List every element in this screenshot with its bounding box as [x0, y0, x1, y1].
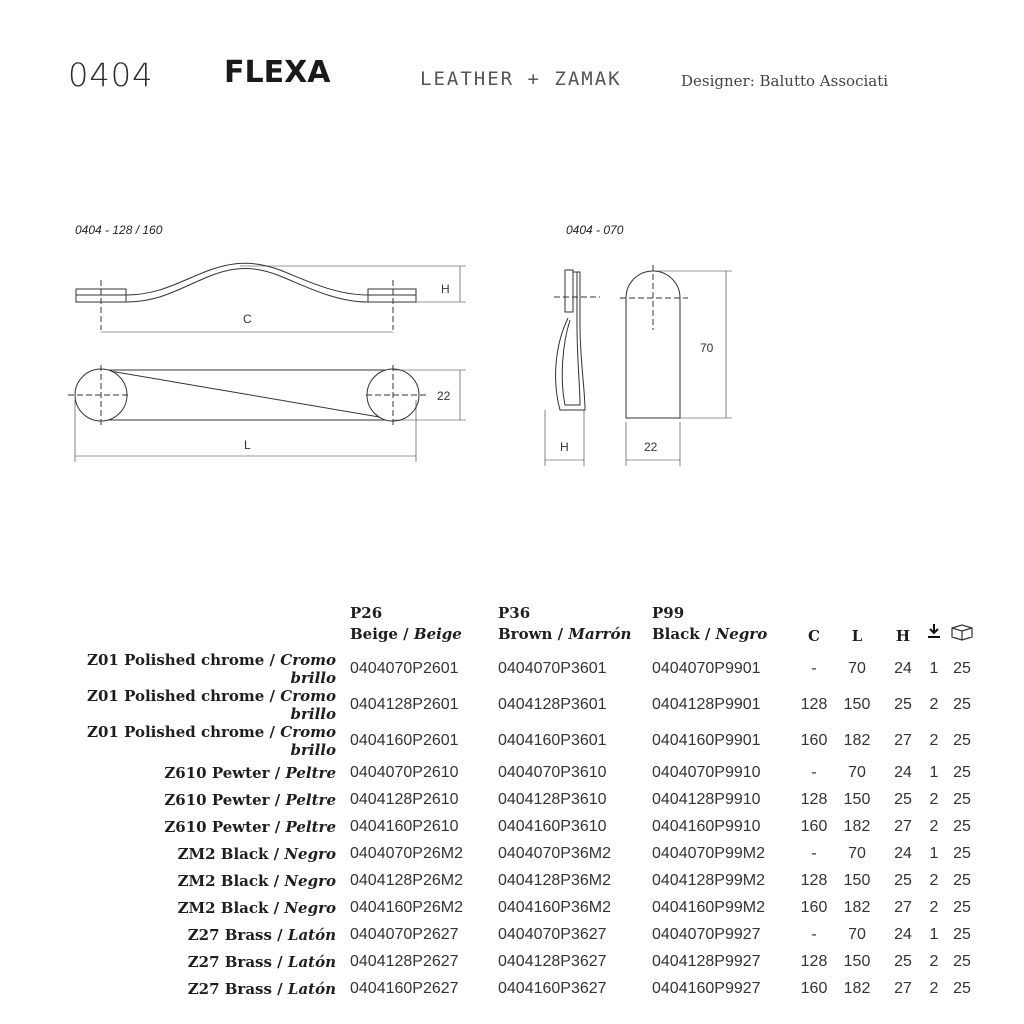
color-name-en: Brown	[498, 625, 553, 643]
finish-es: Peltre	[285, 790, 336, 809]
finish-es: Peltre	[285, 817, 336, 836]
top-view-drawing	[68, 365, 466, 462]
product-reference-table	[40, 595, 976, 1002]
dim-22-label: 22	[437, 389, 451, 403]
drawing-label-128-160: 0404 - 128 / 160	[75, 223, 163, 237]
ref-p36: 0404128P3601	[498, 696, 607, 713]
dim-h: 24	[894, 763, 912, 781]
table-header-row	[40, 595, 976, 651]
finish-cell	[40, 975, 350, 1002]
finish-en: ZM2 Black	[177, 898, 269, 917]
dim-l: 150	[843, 952, 871, 970]
separator: /	[271, 979, 288, 998]
unit-pack: 2	[929, 871, 939, 889]
finish-es: Negro	[284, 844, 336, 863]
finish-es: Negro	[284, 871, 336, 890]
dim-h: 24	[894, 660, 912, 677]
table-row	[40, 723, 976, 759]
finish-en: ZM2 Black	[177, 871, 269, 890]
finish-en: Z01 Polished chrome	[87, 687, 265, 705]
dim-h: 25	[894, 952, 912, 970]
table-row	[40, 840, 976, 867]
ref-p26: 0404070P2610	[350, 763, 459, 781]
ref-p36: 0404128P3627	[498, 952, 607, 970]
dim-c: -	[811, 660, 817, 677]
finish-cell	[40, 948, 350, 975]
finish-en: Z610 Pewter	[164, 817, 270, 836]
unit-pack: 2	[929, 817, 939, 835]
dim-h: 27	[894, 817, 912, 835]
table-row	[40, 894, 976, 921]
ref-p36: 0404160P3610	[498, 817, 607, 835]
finish-en: Z27 Brass	[187, 952, 272, 971]
separator: /	[269, 817, 286, 836]
dim-c: 160	[800, 898, 828, 916]
unit-pack: 2	[929, 696, 939, 713]
dim-c: -	[811, 925, 817, 943]
separator: /	[552, 625, 569, 643]
dim-c: -	[811, 844, 817, 862]
ref-p26: 0404160P2610	[350, 817, 459, 835]
dim-h: 25	[894, 871, 912, 889]
dim-header-c: C	[808, 627, 820, 645]
finish-es: Cromo brillo	[280, 651, 336, 687]
box-qty: 25	[953, 732, 971, 749]
separator: /	[264, 723, 281, 741]
ref-p26: 0404128P26M2	[350, 871, 463, 889]
table-row	[40, 786, 976, 813]
dim-header-h: H	[895, 627, 911, 645]
dim-h: 25	[894, 696, 912, 713]
dim-l: 70	[848, 763, 866, 781]
separator: /	[268, 844, 285, 863]
box-qty: 25	[953, 660, 971, 677]
dim-22-short-label: 22	[644, 440, 658, 454]
box-qty: 25	[953, 979, 971, 997]
color-code: P26	[350, 604, 383, 622]
unit-pack: 2	[929, 790, 939, 808]
ref-p99: 0404160P9901	[652, 732, 761, 749]
color-name-en: Beige	[350, 625, 398, 643]
finish-en: Z610 Pewter	[164, 763, 270, 782]
ref-p99: 0404070P9901	[652, 660, 761, 677]
finish-en: Z01 Polished chrome	[87, 651, 265, 669]
table-row	[40, 921, 976, 948]
dim-l: 182	[843, 817, 871, 835]
finish-cell	[40, 759, 350, 786]
ref-p26: 0404160P2601	[350, 732, 459, 749]
dim-l: 70	[848, 844, 866, 862]
dim-l: 182	[843, 732, 871, 749]
ref-p36: 0404070P3610	[498, 763, 607, 781]
color-header-p36	[498, 595, 652, 651]
finish-cell	[40, 723, 350, 759]
dim-c: 160	[800, 817, 828, 835]
dim-l: 150	[843, 790, 871, 808]
dim-l: 182	[843, 979, 871, 997]
unit-pack: 2	[929, 979, 939, 997]
unit-pack: 1	[929, 660, 939, 677]
finish-en: Z27 Brass	[187, 979, 272, 998]
box-qty: 25	[953, 696, 971, 713]
separator: /	[271, 925, 288, 944]
product-code: 0404	[68, 56, 154, 94]
dim-h: 24	[894, 925, 912, 943]
finish-es: Latón	[287, 979, 336, 998]
dim-h: 27	[894, 898, 912, 916]
unit-pack: 2	[929, 732, 939, 749]
unit-pack-icon	[926, 623, 942, 641]
product-name: FLEXA	[224, 55, 331, 90]
ref-p99: 0404070P99M2	[652, 844, 765, 862]
ref-p99: 0404070P9910	[652, 763, 761, 781]
short-side-view-drawing	[545, 270, 600, 466]
designer-credit: Designer: Balutto Associati	[681, 72, 889, 90]
ref-p26: 0404128P2610	[350, 790, 459, 808]
ref-p26: 0404160P2627	[350, 979, 459, 997]
separator: /	[269, 763, 286, 782]
ref-p36: 0404160P3601	[498, 732, 607, 749]
color-header-p99	[652, 595, 800, 651]
finish-cell	[40, 651, 350, 687]
dim-c: 160	[800, 979, 828, 997]
unit-pack: 2	[929, 898, 939, 916]
separator: /	[269, 790, 286, 809]
color-name-es: Negro	[715, 625, 768, 643]
ref-p99: 0404160P9910	[652, 817, 761, 835]
ref-p36: 0404160P3627	[498, 979, 607, 997]
table-row	[40, 975, 976, 1002]
dim-c-label: C	[243, 312, 252, 326]
ref-p26: 0404070P26M2	[350, 844, 463, 862]
technical-drawings	[0, 250, 1024, 480]
unit-pack-header	[920, 595, 948, 651]
color-code: P99	[652, 604, 685, 622]
box-qty: 25	[953, 817, 971, 835]
ref-p36: 0404070P3601	[498, 660, 607, 677]
finish-cell	[40, 894, 350, 921]
finish-en: Z27 Brass	[187, 925, 272, 944]
ref-p26: 0404160P26M2	[350, 898, 463, 916]
separator: /	[699, 625, 716, 643]
box-qty: 25	[953, 952, 971, 970]
dim-h: 27	[894, 732, 912, 749]
color-name-en: Black	[652, 625, 700, 643]
dim-c: -	[811, 763, 817, 781]
dim-l: 150	[843, 696, 871, 713]
box-qty: 25	[953, 871, 971, 889]
table-row	[40, 651, 976, 687]
ref-p26: 0404070P2627	[350, 925, 459, 943]
finish-cell	[40, 921, 350, 948]
ref-p99: 0404128P9901	[652, 696, 761, 713]
ref-p99: 0404070P9927	[652, 925, 761, 943]
ref-p36: 0404070P36M2	[498, 844, 611, 862]
ref-p26: 0404128P2627	[350, 952, 459, 970]
side-view-drawing	[76, 263, 466, 332]
table-row	[40, 948, 976, 975]
finish-cell	[40, 840, 350, 867]
dim-l: 70	[848, 925, 866, 943]
ref-p26: 0404128P2601	[350, 696, 459, 713]
box-qty: 25	[953, 844, 971, 862]
finish-es: Cromo brillo	[280, 723, 336, 759]
ref-p36: 0404070P3627	[498, 925, 607, 943]
ref-p26: 0404070P2601	[350, 660, 459, 677]
ref-p99: 0404128P99M2	[652, 871, 765, 889]
table-row	[40, 759, 976, 786]
table-row	[40, 867, 976, 894]
finish-es: Cromo brillo	[280, 687, 336, 723]
dim-l: 70	[848, 660, 866, 677]
dim-c: 128	[800, 790, 828, 808]
color-name-es: Marrón	[568, 625, 632, 643]
dim-70-label: 70	[700, 341, 714, 355]
short-front-view-drawing	[620, 265, 732, 466]
color-header-p26	[350, 595, 498, 651]
box-qty: 25	[953, 925, 971, 943]
finish-cell	[40, 687, 350, 723]
dim-c: 160	[800, 732, 828, 749]
unit-pack: 1	[929, 763, 939, 781]
dim-h-label: H	[441, 282, 450, 296]
finish-cell	[40, 867, 350, 894]
unit-pack: 1	[929, 925, 939, 943]
box-qty: 25	[953, 898, 971, 916]
ref-p36: 0404160P36M2	[498, 898, 611, 916]
dim-l-label: L	[244, 438, 251, 452]
dim-c: 128	[800, 952, 828, 970]
finish-cell	[40, 813, 350, 840]
dim-h: 27	[894, 979, 912, 997]
color-code: P36	[498, 604, 531, 622]
ref-p99: 0404128P9910	[652, 790, 761, 808]
finish-en: Z01 Polished chrome	[87, 723, 265, 741]
ref-p99: 0404160P9927	[652, 979, 761, 997]
dim-h: 25	[894, 790, 912, 808]
finish-cell	[40, 786, 350, 813]
dim-l: 150	[843, 871, 871, 889]
finish-es: Latón	[287, 925, 336, 944]
ref-p36: 0404128P3610	[498, 790, 607, 808]
dim-c: 128	[800, 871, 828, 889]
finish-es: Peltre	[285, 763, 336, 782]
separator: /	[264, 687, 281, 705]
finish-column-header	[40, 595, 350, 651]
dim-h-short-label: H	[560, 440, 569, 454]
finish-es: Negro	[284, 898, 336, 917]
separator: /	[264, 651, 281, 669]
finish-es: Latón	[287, 952, 336, 971]
separator: /	[397, 625, 414, 643]
dim-h: 24	[894, 844, 912, 862]
dim-header-l: L	[851, 627, 863, 645]
unit-pack: 2	[929, 952, 939, 970]
color-name-es: Beige	[413, 625, 462, 643]
dim-l: 182	[843, 898, 871, 916]
finish-en: ZM2 Black	[177, 844, 269, 863]
separator: /	[268, 898, 285, 917]
box-qty-header	[948, 595, 976, 651]
box-qty: 25	[953, 790, 971, 808]
box-qty: 25	[953, 763, 971, 781]
separator: /	[271, 952, 288, 971]
unit-pack: 1	[929, 844, 939, 862]
table-row	[40, 813, 976, 840]
drawing-label-070: 0404 - 070	[566, 223, 624, 237]
separator: /	[268, 871, 285, 890]
ref-p99: 0404128P9927	[652, 952, 761, 970]
ref-p36: 0404128P36M2	[498, 871, 611, 889]
ref-p99: 0404160P99M2	[652, 898, 765, 916]
finish-en: Z610 Pewter	[164, 790, 270, 809]
box-icon	[950, 623, 974, 641]
dim-c: 128	[800, 696, 828, 713]
product-material: LEATHER + ZAMAK	[420, 68, 622, 90]
table-row	[40, 687, 976, 723]
